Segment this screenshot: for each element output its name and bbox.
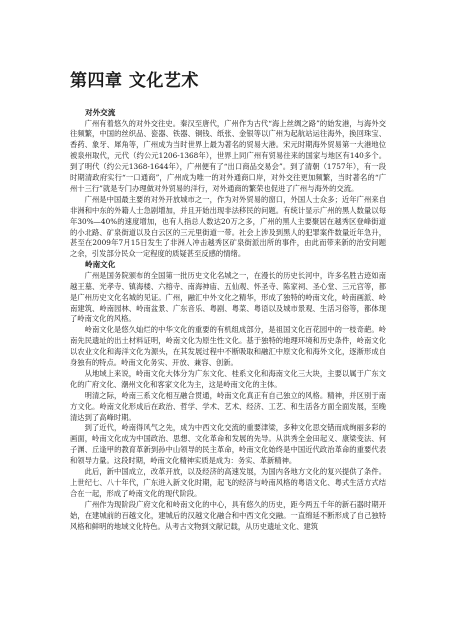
section-heading-foreign-exchange: 对外交流 [85, 108, 116, 117]
paragraph: 明清之际，岭南三系文化相互融合贯通，岭南文化真正有自己独立的风格。精神，并区别于南方文化。岭南文化形成后在政治、哲学、学术、艺术、经济、工艺、和生活各方面全面发展，至晚清达到了高峰时期。 [70, 390, 386, 422]
chapter-title: 第四章 文化艺术 [70, 71, 199, 91]
chapter-body [70, 108, 386, 533]
paragraph: 此后，新中国成立，改革开放，以及经济的高速发展，为国内各地方文化的复兴提供了条件。上世纪七、八十年代，广东进入新文化时期，起飞的经济与岭南风格的粤语文化、粤式生活方式结合在一起，形成了岭南文化的现代阶段。 [70, 467, 386, 498]
paragraph: 广州有着悠久的对外交往史。秦汉至唐代，广州作为古代“海上丝绸之路”的始发港，与海外交往频繁，中国的丝织品、瓷器、铁器、铜钱、纸张、金银等以广州为起航站运往海外，换回珠宝、香药、象牙、犀角等，广州成为当时世界上最为著名的贸易大港。宋元时期海外贸易第一大港地位被泉州取代，元代（约公元1206-1368年），世界上同广州有贸易往来的国家与地区有140多个。到了明代（约公元1368-1644年），广州便有了“出口商品交易会”。到了清朝（1757年），有一段时期清政府实行“一口通商”，广州成为唯一的对外通商口岸，对外交往更加频繁，当时著名的“广州十三行”就是专门办理做对外贸易的洋行，对外通商的繁荣也促进了广州与海外的交流。 [70, 118, 386, 193]
paragraph: 岭南文化是悠久灿烂的中华文化的重要的有机组成部分，是祖国文化百花园中的一枝奇葩。岭南先民遗址的出土材料证明，岭南文化为原生性文化。基于独特的地理环境和历史条件，岭南文化以农业文化和海洋文化为源头，在其发展过程中不断吸取和融汇中原文化和海外文化，逐渐形成自身独有的特点。岭南文化务实、开放、兼容、创新。 [70, 325, 386, 368]
section-heading-lingnan-culture: 岭南文化 [85, 260, 116, 270]
paragraph: 到了近代，岭南得风气之先，成为中西文化交流的重要津梁，多种文化思交错而成绚丽多彩的画面，岭南文化成为中国政治、思想、文化革命和发展的先导。从洪秀全金田起义、康梁变法、何子渊、丘逢甲的教育革新到孙中山领导的民主革命，岭南文化始终是中国近代政治革命的重要代表和领导力量。这段时期，岭南文化精神实质是成为：务实、革新精神。 [70, 423, 386, 466]
paragraph: 广州是中国最主要的对外开放城市之一，作为对外贸易的窗口，外国人士众多；近年广州来自非洲和中东的外籍人士急剧增加，并且开始出现非法移民的问题。有统计显示广州的黑人数量以每年30%—40%的速度增加，也有人指总人数达20万之多，广州的黑人主要聚居在越秀区登峰街道的小北路、矿泉街道以及白云区的三元里街道一带。社会上涉及到黑人的犯罪案件数量近年急升，甚至在2009年7月15日发生了非洲人冲击越秀区矿泉街派出所的事件，由此而带来新的治安问题之余，引发部分民众一定程度的质疑甚至反感的情绪。 [70, 194, 386, 259]
paragraph: 从地域上来说，岭南文化大体分为广东文化、桂系文化和海南文化三大块，主要以属于广东文化的广府文化、潮州文化和客家文化为主，这是岭南文化的主体。 [70, 368, 386, 389]
paragraph: 广州作为现阶段广府文化和岭南文化的中心，具有悠久的历史，距今两五千年的新石器时期开始，在建城前的百越文化，建城后的汉越文化融合和中西文化交融。一直绵延不断形成了自己独特风格和鲜明的地域文化特色。从考古文物到文献记载，从历史遗址文化、建筑 [70, 499, 386, 531]
paragraph: 广州是国务院颁布的全国第一批历史文化名城之一，在漫长的历史长河中，许多名胜古迹如南越王墓、光孝寺、镇海楼、六榕寺、南海神庙、五仙观、怀圣寺、陈家祠、圣心堂、三元宫等，都是广州历史文化名城的见证。广州，融汇中外文化之精华，形成了独特的岭南文化，岭南画派、岭南建筑、岭南园林、岭南盆景、广东音乐、粤剧、粤菜、粤语以及城市景观、生活习俗等，都体现了岭南文化的风格。 [70, 270, 386, 324]
